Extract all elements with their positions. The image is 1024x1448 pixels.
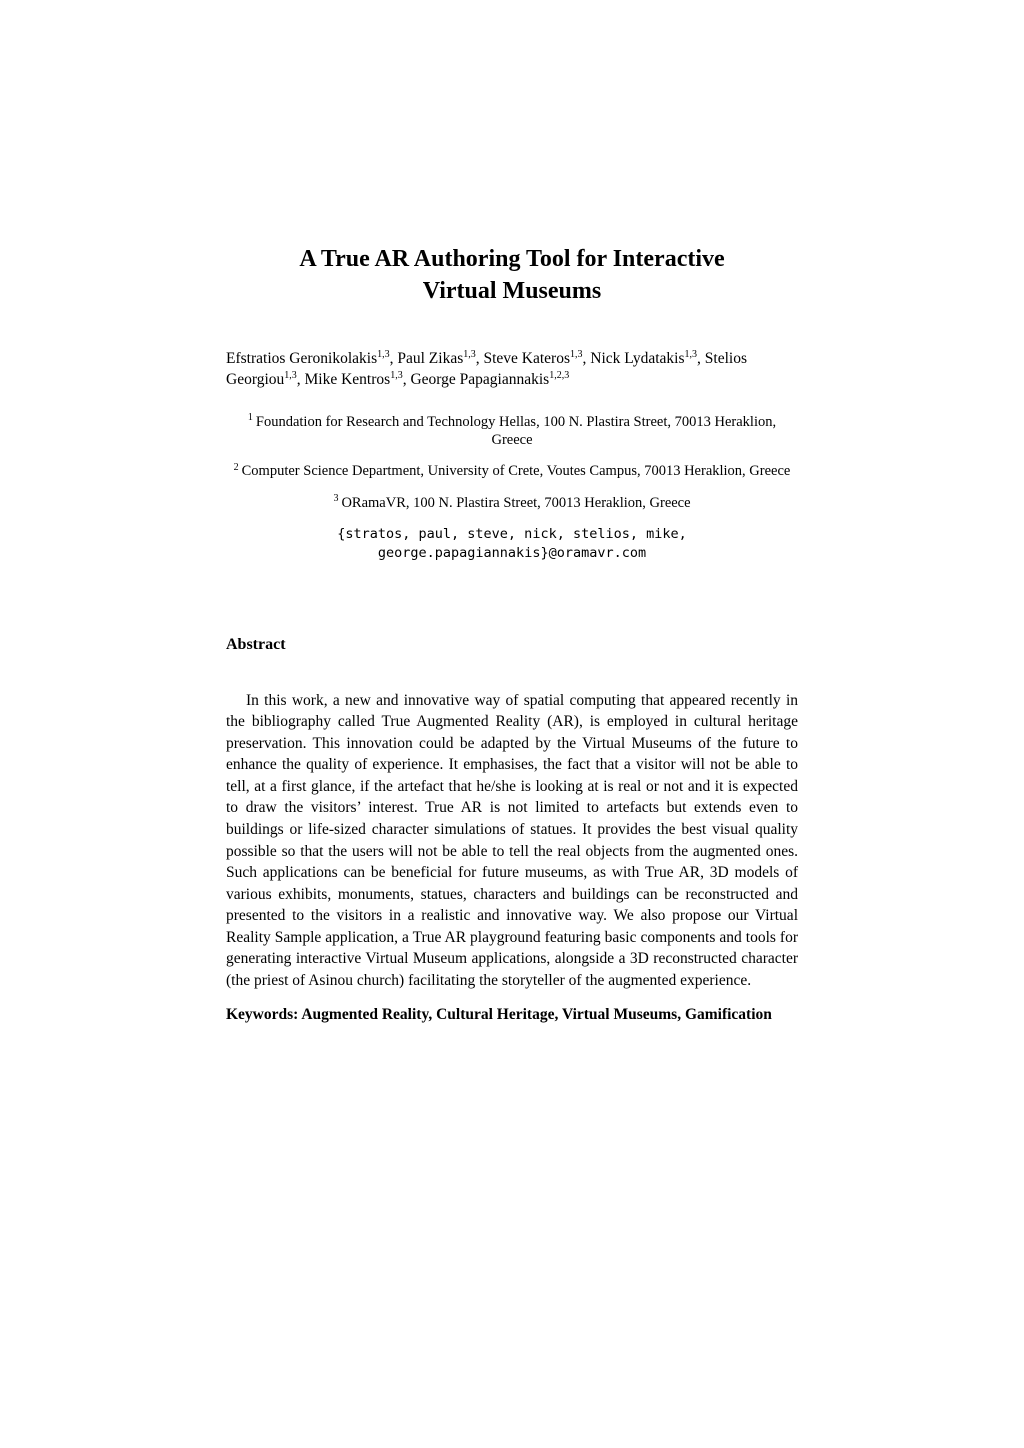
author-name: Steve Kateros: [483, 349, 570, 367]
author-name: Paul Zikas: [397, 349, 464, 367]
author-name: Mike Kentros: [304, 371, 391, 389]
author-separator: ,: [475, 349, 484, 367]
affiliation-list: [226, 413, 798, 512]
author-affiliation-superscript: 1,3: [390, 370, 403, 382]
contact-email-line1: {stratos, paul, steve, nick, stelios, mike,: [337, 525, 687, 542]
author-affiliation-superscript: 1,3: [463, 348, 476, 360]
affiliation-number-superscript: 1: [247, 412, 253, 424]
contact-email-line2: george.papagiannakis}@oramavr.com: [377, 545, 647, 562]
author-name: George Papagiannakis: [410, 371, 550, 389]
paper-content: [226, 0, 798, 1026]
affiliation-text: Foundation for Research and Technology Hellas, 100 N. Plastira Street, 70013 Heraklion, Greece: [255, 414, 777, 449]
author: [305, 371, 411, 388]
author: [590, 350, 705, 367]
author-affiliation-superscript: 1,3: [684, 348, 698, 360]
author-list: [226, 348, 798, 391]
affiliation-text: Computer Science Department, University of Crete, Voutes Campus, 70013 Heraklion, Greece: [241, 463, 791, 480]
author-name: Nick Lydatakis: [590, 349, 685, 367]
author: [410, 371, 569, 388]
author-name: Efstratios Geronikolakis: [226, 349, 378, 367]
author-separator: ,: [582, 349, 591, 367]
paper-title: [226, 243, 798, 308]
author-separator: ,: [697, 349, 705, 367]
affiliation-number-superscript: 3: [333, 492, 339, 504]
contact-email: [226, 525, 798, 564]
author: [397, 350, 483, 367]
abstract-text: In this work, a new and innovative way of spatial computing that appeared recently in the bibliography called True Augmented Reality (AR), is employed in cultural heritage preservation. This innovation could be adapted by the Virtual Museums of the future to enhance the quality of experience. It emphasises, the fact that a visitor will not be able to tell, at a first glance, if the artefact that he/she is looking at is real or not and it is expected to draw the visitors’ interest. True AR is not limited to artefacts but extends even to buildings or life-sized character simulations of statues. It provides the best visual quality possible so that the users will not be able to tell the real objects from the augmented ones. Such applications can be beneficial for future museums, as with True AR, 3D models of various exhibits, monuments, statues, characters and buildings can be reconstructed and presented to the visitors in a realistic and innovative way. We also propose our Virtual Reality Sample application, a True AR playground featuring basic components and tools for generating interactive Virtual Museum applications, alongside a 3D reconstructed character (the priest of Asinou church) facilitating the storyteller of the augmented experience.: [226, 691, 798, 989]
paper-title-line1: A True AR Authoring Tool for Interactive: [299, 246, 725, 272]
author-separator: ,: [402, 371, 411, 389]
affiliation: [226, 413, 798, 449]
author-affiliation-superscript: 1,2,3: [549, 370, 570, 382]
author: [226, 350, 397, 367]
author-affiliation-superscript: 1,3: [377, 348, 390, 360]
author-affiliation-superscript: 1,3: [284, 370, 297, 382]
abstract-heading: Abstract: [226, 635, 286, 653]
author-separator: ,: [296, 371, 305, 389]
affiliation-text: ORamaVR, 100 N. Plastira Street, 70013 Heraklion, Greece: [341, 494, 691, 511]
author-separator: ,: [389, 349, 398, 367]
author-name: Stelios Georgiou: [226, 349, 747, 389]
author-affiliation-superscript: 1,3: [570, 348, 583, 360]
affiliation: [226, 494, 798, 512]
paper-title-line2: Virtual Museums: [422, 278, 602, 305]
author: [483, 350, 590, 367]
affiliation-number-superscript: 2: [233, 461, 239, 473]
keywords: Keywords: Augmented Reality, Cultural Heritage, Virtual Museums, Gamification: [226, 1006, 772, 1024]
affiliation: [226, 462, 798, 480]
